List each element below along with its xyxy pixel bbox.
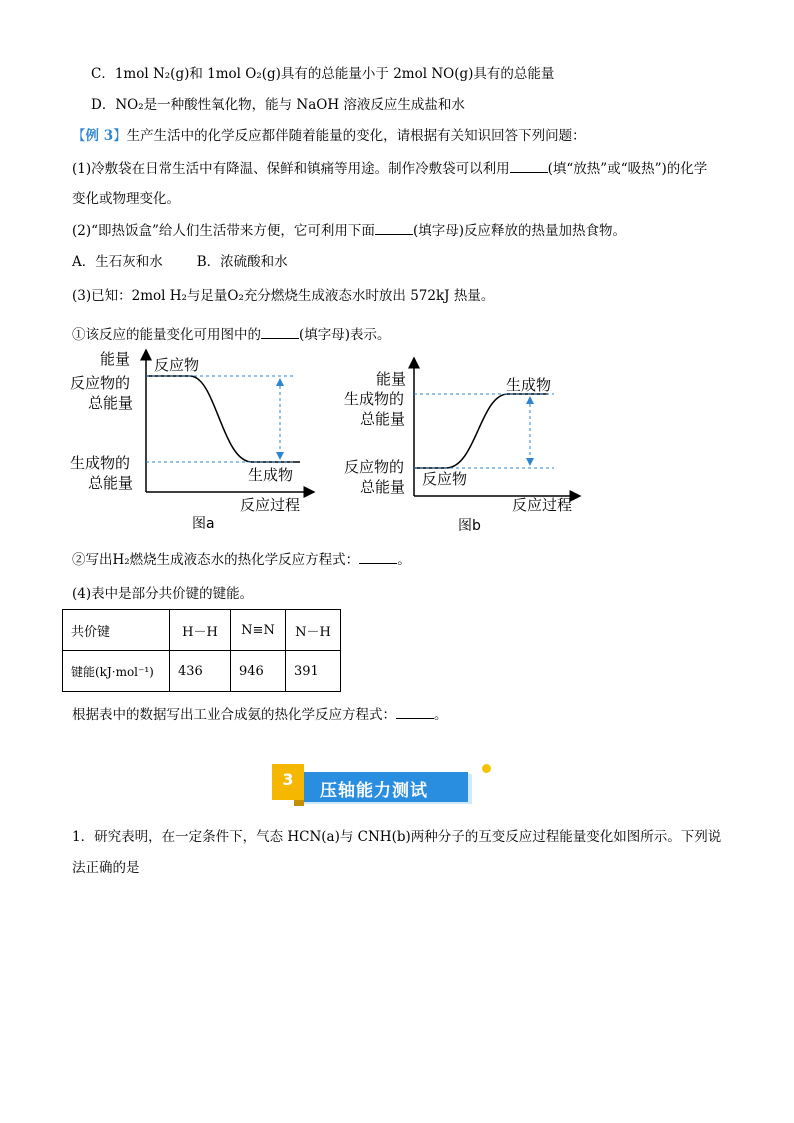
table-row xyxy=(63,610,341,651)
fig-b-reactant-energy-1: 反应物的 xyxy=(344,458,405,476)
table-cell: 436 xyxy=(170,651,231,692)
example-intro-line xyxy=(72,126,586,146)
fig-b-reactant-energy-2: 总能量 xyxy=(360,478,406,496)
q2-options xyxy=(72,252,288,272)
q4-ask-text-a: 根据表中的数据写出工业合成氨的热化学反应方程式： xyxy=(72,707,396,723)
table-header-cell: N－H xyxy=(286,610,341,651)
fig-b-x-label: 反应过程 xyxy=(512,496,573,514)
example-tag-close: 】 xyxy=(113,128,127,144)
test-q1-line1: 1．研究表明，在一定条件下，气态 HCN(a)与 CNH(b)两种分子的互变反应过程能量变化如图所示。下列说 xyxy=(72,829,722,845)
banner-number: 3 xyxy=(282,770,294,789)
q1-line1 xyxy=(72,158,707,179)
figure-b xyxy=(340,352,588,540)
answer-blank[interactable] xyxy=(375,220,413,235)
q3-sub2 xyxy=(72,549,411,570)
q2-option-b: B．浓硫酸和水 xyxy=(196,254,288,270)
figure-a xyxy=(66,344,326,536)
option-c: C．1mol N₂(g)和 1mol O₂(g)具有的总能量小于 2mol NO(g)具有的总能量 xyxy=(91,66,555,82)
answer-blank[interactable] xyxy=(396,704,434,719)
q3-sub2-text-b: 。 xyxy=(397,552,411,568)
q2-text-b: (填字母)反应释放的热量加热食物。 xyxy=(412,223,626,239)
q3-sub1-text-a: ①该反应的能量变化可用图中的 xyxy=(72,327,261,343)
table-cell: 946 xyxy=(231,651,286,692)
q1-text-b: (填“放热”或“吸热”)的化学 xyxy=(547,161,708,177)
fig-a-product-tag: 生成物 xyxy=(248,466,294,484)
banner-dot xyxy=(482,764,491,773)
fig-a-y-label: 能量 xyxy=(100,350,131,368)
q4-ask-text-b: 。 xyxy=(434,707,448,723)
table-header-cell: H－H xyxy=(170,610,231,651)
fig-a-reactant-energy-1: 反应物的 xyxy=(70,374,131,392)
q3-sub2-text-a: ②写出H₂燃烧生成液态水的热化学反应方程式： xyxy=(72,552,360,568)
example-tag: 例 3 xyxy=(85,128,114,144)
banner-badge-shade xyxy=(294,800,304,806)
fig-a-product-energy-1: 生成物的 xyxy=(70,454,131,472)
table-row-label: 键能(kJ·mol⁻¹) xyxy=(63,651,170,692)
banner-title: 压轴能力测试 xyxy=(320,781,428,801)
fig-b-product-energy-2: 总能量 xyxy=(360,410,406,428)
fig-b-product-tag: 生成物 xyxy=(506,376,552,394)
fig-a-product-energy-2: 总能量 xyxy=(88,474,134,492)
q2-line xyxy=(72,220,626,241)
q4-intro: (4)表中是部分共价键的键能。 xyxy=(72,586,254,602)
bond-energy-table xyxy=(62,609,341,692)
table-row xyxy=(63,651,341,692)
fig-a-x-label: 反应过程 xyxy=(240,496,301,514)
fig-b-reactant-tag: 反应物 xyxy=(422,470,468,488)
fig-a-caption: 图a xyxy=(192,516,215,532)
table-header-cell: N≡N xyxy=(231,610,286,651)
table-cell: 391 xyxy=(286,651,341,692)
fig-a-reactant-tag: 反应物 xyxy=(154,356,200,374)
example-intro: 生产生活中的化学反应都伴随着能量的变化，请根据有关知识回答下列问题： xyxy=(126,128,586,144)
test-q1-line2: 法正确的是 xyxy=(72,860,140,876)
section-banner xyxy=(272,764,478,808)
fig-b-product-energy-1: 生成物的 xyxy=(344,390,405,408)
fig-a-reactant-energy-2: 总能量 xyxy=(88,394,134,412)
table-header-cell: 共价键 xyxy=(63,610,170,651)
option-d: D．NO₂是一种酸性氧化物，能与 NaOH 溶液反应生成盐和水 xyxy=(91,97,465,113)
q1-line2: 变化或物理变化。 xyxy=(72,191,180,207)
q3-sub1-text-b: (填字母)表示。 xyxy=(299,327,391,343)
answer-blank[interactable] xyxy=(261,324,299,339)
q3-known: (3)已知：2mol H₂与足量O₂充分燃烧生成液态水时放出 572kJ 热量。 xyxy=(72,288,495,304)
q1-text-a: (1)冷敷袋在日常生活中有降温、保鲜和镇痛等用途。制作冷敷袋可以利用 xyxy=(72,161,510,177)
answer-blank[interactable] xyxy=(510,158,548,173)
q3-sub1 xyxy=(72,324,391,345)
fig-b-y-label: 能量 xyxy=(376,370,407,388)
q2-option-a: A．生石灰和水 xyxy=(72,254,163,270)
q2-text-a: (2)“即热饭盒”给人们生活带来方便，它可利用下面 xyxy=(72,223,375,239)
fig-b-caption: 图b xyxy=(458,518,481,534)
example-tag-open: 【 xyxy=(72,128,86,144)
answer-blank[interactable] xyxy=(359,549,397,564)
q4-ask xyxy=(72,704,448,725)
